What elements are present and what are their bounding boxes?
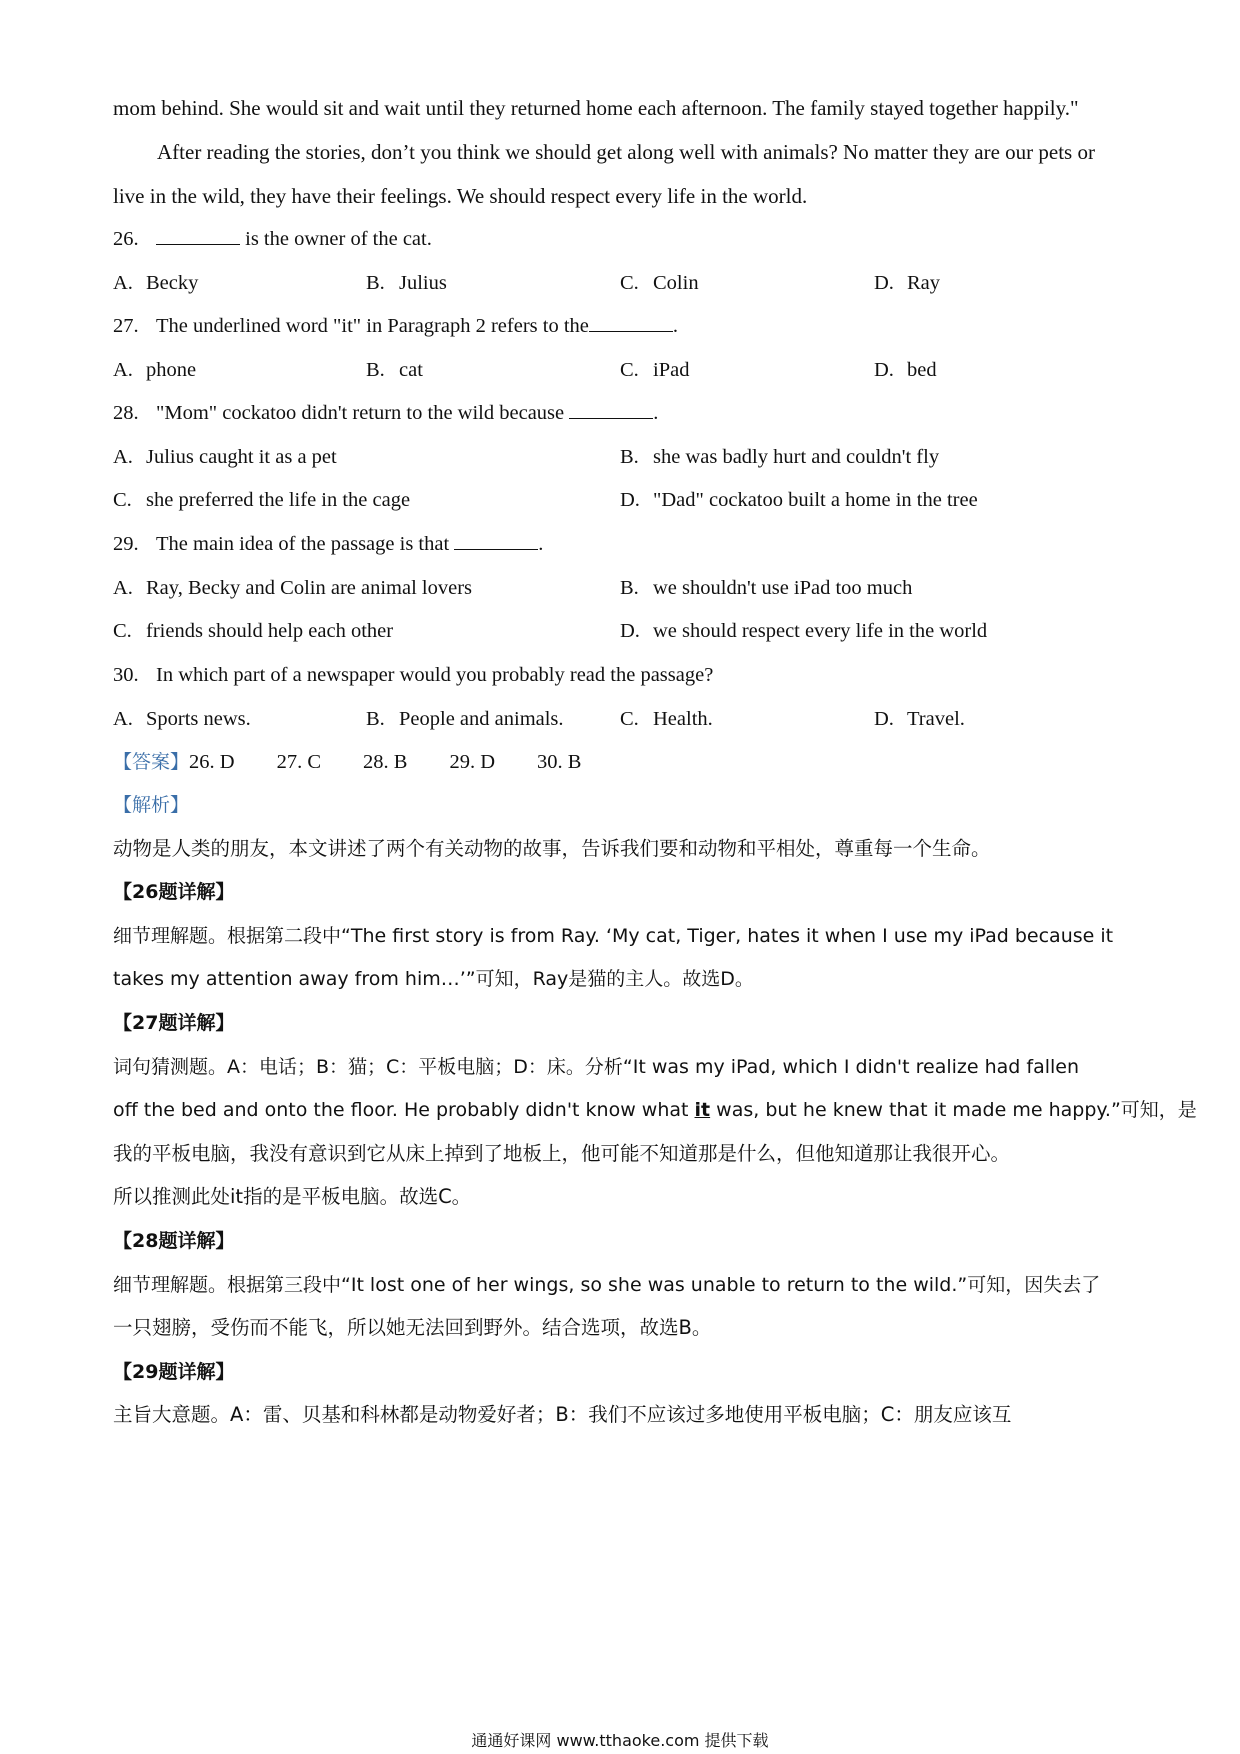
option-b[interactable]: [366, 705, 564, 733]
option-label: D.: [874, 359, 894, 381]
question-29: [113, 530, 543, 558]
answer-line: [113, 748, 581, 776]
option-text: Julius: [399, 272, 447, 294]
option-label: C.: [620, 708, 639, 730]
option-a[interactable]: [113, 269, 198, 297]
question-text: is the owner of the cat.: [240, 228, 432, 250]
q28-heading: 【28题详解】: [113, 1230, 235, 1252]
question-number: 30.: [113, 664, 139, 686]
option-text: cat: [399, 359, 423, 381]
option-text: Becky: [146, 272, 199, 294]
option-d[interactable]: [874, 705, 965, 733]
option-label: B.: [620, 577, 639, 599]
passage-line: live in the wild, they have their feelings. We should respect every life in the world.: [113, 184, 808, 208]
q26-explanation: 细节理解题。根据第二段中“The first story is from Ray. ‘My cat, Tiger, hates it when I use my iPad because it: [113, 925, 1114, 947]
option-b[interactable]: [366, 269, 447, 297]
answer-blank: [569, 400, 653, 419]
option-label: A.: [113, 272, 133, 294]
option-text: Ray, Becky and Colin are animal lovers: [146, 577, 473, 599]
option-text: phone: [146, 359, 197, 381]
option-a[interactable]: [113, 574, 472, 602]
option-text: Ray: [907, 272, 941, 294]
question-number: 26.: [113, 228, 139, 250]
option-text: Sports news.: [146, 708, 251, 730]
option-label: D.: [620, 620, 640, 642]
option-b[interactable]: [366, 356, 423, 384]
answer-blank: [156, 226, 240, 245]
q29-explanation: 主旨大意题。A：雷、贝基和科林都是动物爱好者；B：我们不应该过多地使用平板电脑；C：朋友应该互: [113, 1403, 1012, 1426]
option-label: B.: [366, 359, 385, 381]
option-a[interactable]: [113, 443, 337, 471]
option-text: we should respect every life in the world: [653, 620, 988, 642]
option-text: Julius caught it as a pet: [146, 446, 337, 468]
option-label: A.: [113, 359, 133, 381]
option-label: A.: [113, 708, 133, 730]
page-footer: 通通好课网 www.tthaoke.com 提供下载: [471, 1731, 769, 1750]
q28-explanation: 一只翅膀，受伤而不能飞，所以她无法回到野外。结合选项，故选B。: [113, 1316, 712, 1339]
option-text: Travel.: [907, 708, 965, 730]
question-number: 27.: [113, 315, 139, 337]
question-text: In which part of a newspaper would you probably read the passage?: [156, 664, 714, 686]
option-label: B.: [366, 708, 385, 730]
option-label: C.: [620, 272, 639, 294]
option-c[interactable]: [113, 617, 393, 645]
option-text: she preferred the life in the cage: [146, 489, 411, 511]
question-27: [113, 312, 678, 340]
option-text: People and animals.: [399, 708, 564, 730]
option-label: B.: [366, 272, 385, 294]
option-text: Colin: [653, 272, 699, 294]
option-label: C.: [620, 359, 639, 381]
answer-blank: [454, 531, 538, 550]
answer-blank: [589, 313, 673, 332]
q27-explanation: 我的平板电脑，我没有意识到它从床上掉到了地板上，他可能不知道那是什么，但他知道那让我很开心。: [113, 1142, 1011, 1165]
question-text-end: .: [672, 315, 678, 337]
option-label: C.: [113, 620, 132, 642]
passage-line: mom behind. She would sit and wait until they returned home each afternoon. The family stayed together happily.": [113, 96, 1079, 120]
answer-item: 29. D: [449, 751, 496, 773]
answer-item: 26. D: [189, 751, 235, 773]
option-d[interactable]: [620, 486, 978, 514]
option-a[interactable]: [113, 356, 196, 384]
question-text: The underlined word "it" in Paragraph 2 refers to the: [156, 315, 589, 337]
option-c[interactable]: [620, 356, 689, 384]
option-c[interactable]: [620, 269, 699, 297]
question-number: 28.: [113, 402, 139, 424]
question-number: 29.: [113, 533, 139, 555]
option-label: D.: [620, 489, 640, 511]
option-text: we shouldn't use iPad too much: [653, 577, 913, 599]
answer-item: 30. B: [537, 751, 582, 773]
answer-item: 27. C: [276, 751, 322, 773]
q27-text: was, but he knew that it made me happy.”可知，是: [710, 1099, 1197, 1121]
option-c[interactable]: [113, 486, 410, 514]
question-text: "Mom" cockatoo didn't return to the wild because: [156, 402, 570, 424]
option-text: "Dad" cockatoo built a home in the tree: [653, 489, 978, 511]
option-text: Health.: [653, 708, 713, 730]
option-a[interactable]: [113, 705, 251, 733]
option-d[interactable]: [874, 269, 940, 297]
passage-line: After reading the stories, don’t you think we should get along well with animals? No matter they are our pets or: [157, 140, 1095, 164]
q27-explanation: [113, 1096, 1197, 1124]
question-28: [113, 399, 658, 427]
option-label: A.: [113, 577, 133, 599]
option-b[interactable]: [620, 443, 939, 471]
underlined-word: it: [694, 1099, 711, 1121]
question-text: The main idea of the passage is that: [156, 533, 455, 555]
question-30: [113, 661, 713, 689]
q27-explanation: 词句猜测题。A：电话；B：猫；C：平板电脑；D：床。分析“It was my iPad, which I didn't realize had fallen: [113, 1056, 1080, 1078]
option-text: iPad: [653, 359, 690, 381]
answer-item: 28. B: [363, 751, 408, 773]
analysis-summary: 动物是人类的朋友，本文讲述了两个有关动物的故事，告诉我们要和动物和平相处，尊重每一个生命。: [113, 837, 991, 860]
option-label: D.: [874, 272, 894, 294]
q27-explanation: 所以推测此处it指的是平板电脑。故选C。: [113, 1185, 472, 1208]
q28-explanation: 细节理解题。根据第三段中“It lost one of her wings, so she was unable to return to the wild.”可知，因失去了: [113, 1274, 1101, 1296]
option-text: friends should help each other: [146, 620, 394, 642]
q29-heading: 【29题详解】: [113, 1361, 235, 1383]
question-text-end: .: [538, 533, 544, 555]
option-text: bed: [907, 359, 937, 381]
option-label: A.: [113, 446, 133, 468]
option-text: she was badly hurt and couldn't fly: [653, 446, 940, 468]
question-26: [113, 225, 432, 253]
question-text-end: .: [653, 402, 659, 424]
answer-tag: 【答案】: [113, 751, 190, 773]
option-b[interactable]: [620, 574, 912, 602]
q26-heading: 【26题详解】: [113, 881, 235, 903]
option-c[interactable]: [620, 705, 713, 733]
option-label: D.: [874, 708, 894, 730]
option-d[interactable]: [874, 356, 937, 384]
option-d[interactable]: [620, 617, 987, 645]
q27-text: off the bed and onto the floor. He probably didn't know what: [113, 1099, 695, 1121]
option-label: B.: [620, 446, 639, 468]
q26-explanation: takes my attention away from him…’”可知，Ray是猫的主人。故选D。: [113, 968, 754, 990]
q27-heading: 【27题详解】: [113, 1012, 235, 1034]
option-label: C.: [113, 489, 132, 511]
analysis-tag: 【解析】: [113, 794, 190, 816]
